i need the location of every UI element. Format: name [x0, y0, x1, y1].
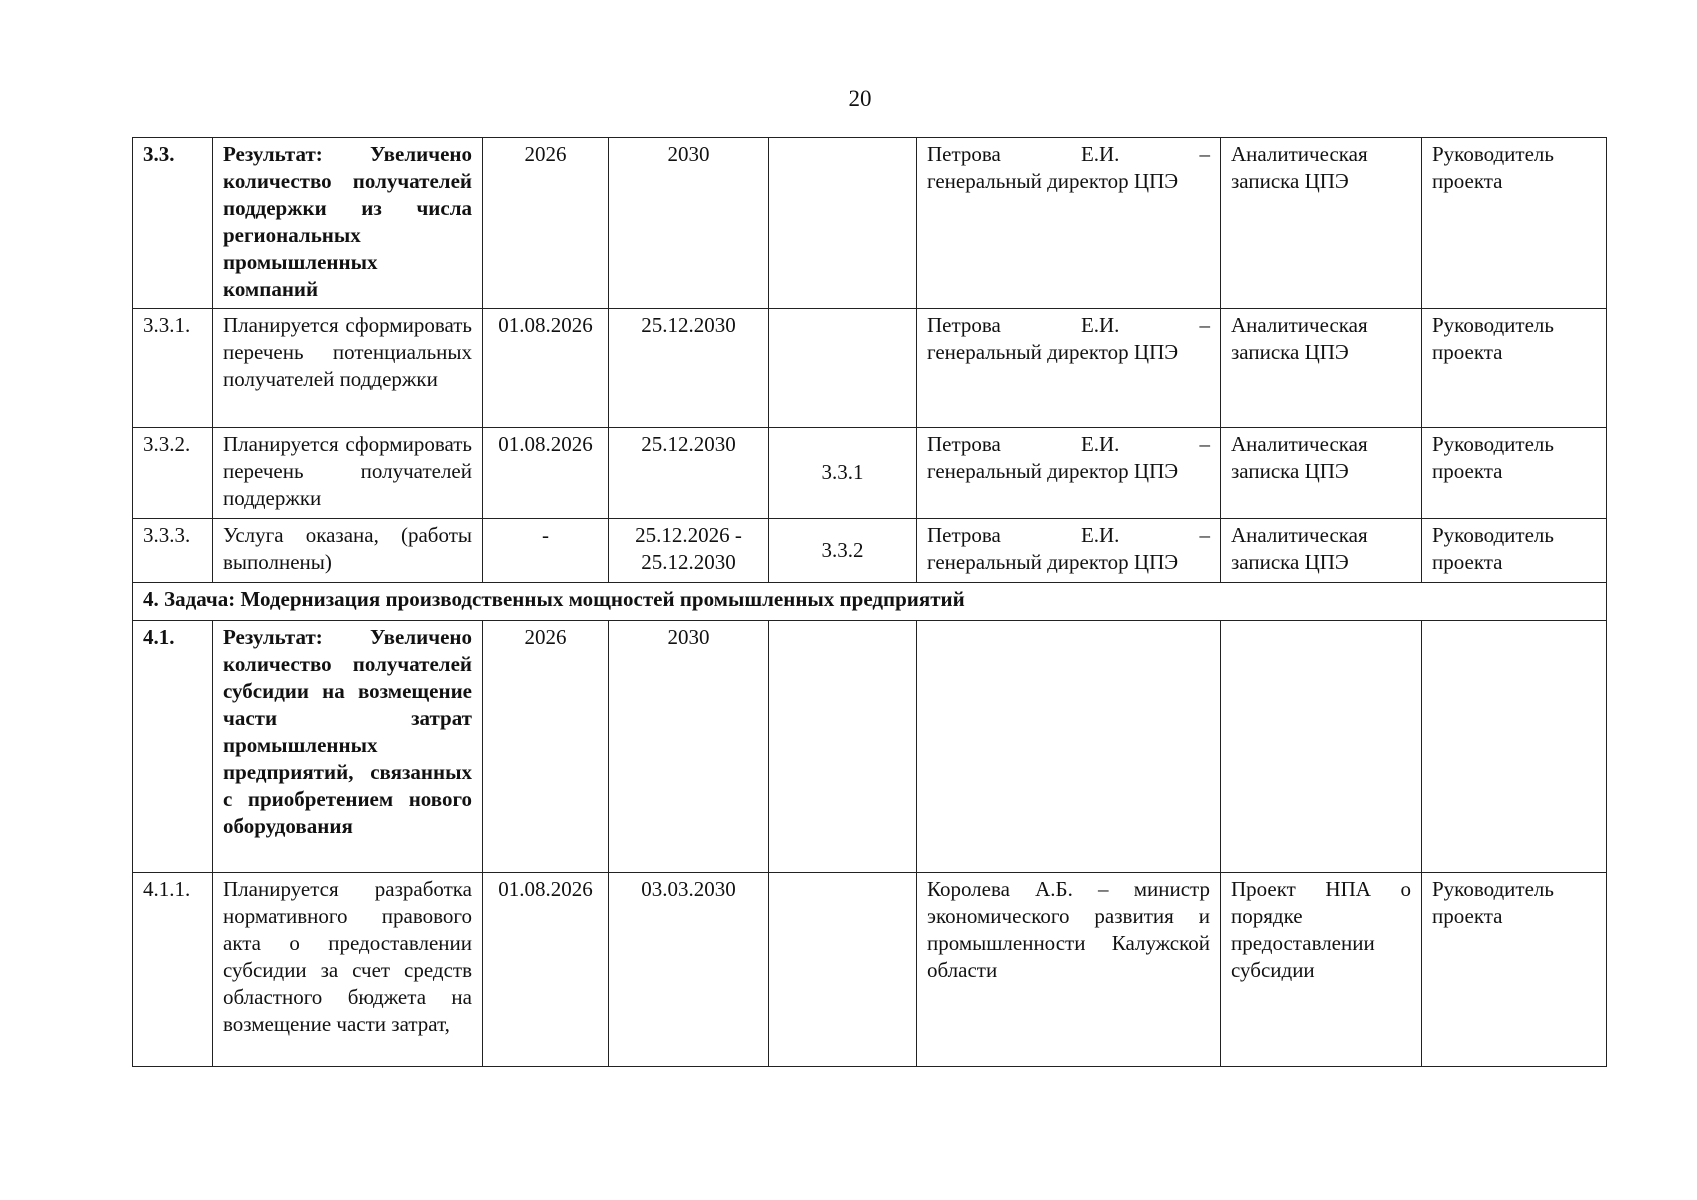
- dependency: 3.3.2: [769, 519, 917, 583]
- responsible-person: Петрова Е.И. – генеральный директор ЦПЭ: [917, 138, 1221, 309]
- start-date: 01.08.2026: [483, 873, 609, 1067]
- approver: Руководитель проекта: [1422, 428, 1607, 519]
- responsible-person: [917, 621, 1221, 873]
- result-document: Аналитическая записка ЦПЭ: [1221, 519, 1422, 583]
- task-description: Результат: Увеличено количество получателей поддержки из числа региональных промышленных компаний: [213, 138, 483, 309]
- result-document: Аналитическая записка ЦПЭ: [1221, 309, 1422, 428]
- table-row: [133, 428, 1607, 519]
- start-date: 2026: [483, 621, 609, 873]
- table-row: [133, 138, 1607, 309]
- start-date: 01.08.2026: [483, 428, 609, 519]
- dependency: [769, 309, 917, 428]
- end-date: 25.12.2030: [609, 309, 769, 428]
- dependency: [769, 621, 917, 873]
- dependency: 3.3.1: [769, 428, 917, 519]
- task-description: Планируется сформировать перечень потенциальных получателей поддержки: [213, 309, 483, 428]
- page-number: 20: [848, 86, 872, 111]
- dependency: [769, 873, 917, 1067]
- row-number: 3.3.1.: [133, 309, 213, 428]
- end-date: 03.03.2030: [609, 873, 769, 1067]
- start-date: 2026: [483, 138, 609, 309]
- section-title: 4. Задача: Модернизация производственных мощностей промышленных предприятий: [133, 583, 1607, 621]
- row-number: 4.1.1.: [133, 873, 213, 1067]
- table-row: [133, 621, 1607, 873]
- responsible-person: Петрова Е.И. – генеральный директор ЦПЭ: [917, 428, 1221, 519]
- task-description: Услуга оказана, (работы выполнены): [213, 519, 483, 583]
- table-row: [133, 519, 1607, 583]
- approver: Руководитель проекта: [1422, 873, 1607, 1067]
- end-date: 25.12.2026 - 25.12.2030: [609, 519, 769, 583]
- responsible-person: Петрова Е.И. – генеральный директор ЦПЭ: [917, 519, 1221, 583]
- project-plan-table: [132, 137, 1607, 1067]
- end-date: 25.12.2030: [609, 428, 769, 519]
- table-row: [133, 309, 1607, 428]
- responsible-person: Петрова Е.И. – генеральный директор ЦПЭ: [917, 309, 1221, 428]
- row-number: 3.3.3.: [133, 519, 213, 583]
- task-description: Планируется разработка нормативного правового акта о предоставлении субсидии за счет средств областного бюджета на возмещение части затрат,: [213, 873, 483, 1067]
- result-document: [1221, 621, 1422, 873]
- approver: Руководитель проекта: [1422, 309, 1607, 428]
- end-date: 2030: [609, 138, 769, 309]
- task-description: Результат: Увеличено количество получателей субсидии на возмещение части затрат промышленных предприятий, связанных с приобретением нового оборудования: [213, 621, 483, 873]
- table-row: [133, 873, 1607, 1067]
- row-number: 3.3.: [133, 138, 213, 309]
- row-number: 4.1.: [133, 621, 213, 873]
- result-document: Аналитическая записка ЦПЭ: [1221, 138, 1422, 309]
- approver: Руководитель проекта: [1422, 138, 1607, 309]
- result-document: Аналитическая записка ЦПЭ: [1221, 428, 1422, 519]
- start-date: -: [483, 519, 609, 583]
- end-date: 2030: [609, 621, 769, 873]
- section-header-row: [133, 583, 1607, 621]
- start-date: 01.08.2026: [483, 309, 609, 428]
- approver: [1422, 621, 1607, 873]
- result-document: Проект НПА о порядке предоставлении субсидии: [1221, 873, 1422, 1067]
- row-number: 3.3.2.: [133, 428, 213, 519]
- responsible-person: Королева А.Б. – министр экономического развития и промышленности Калужской области: [917, 873, 1221, 1067]
- task-description: Планируется сформировать перечень получателей поддержки: [213, 428, 483, 519]
- dependency: [769, 138, 917, 309]
- approver: Руководитель проекта: [1422, 519, 1607, 583]
